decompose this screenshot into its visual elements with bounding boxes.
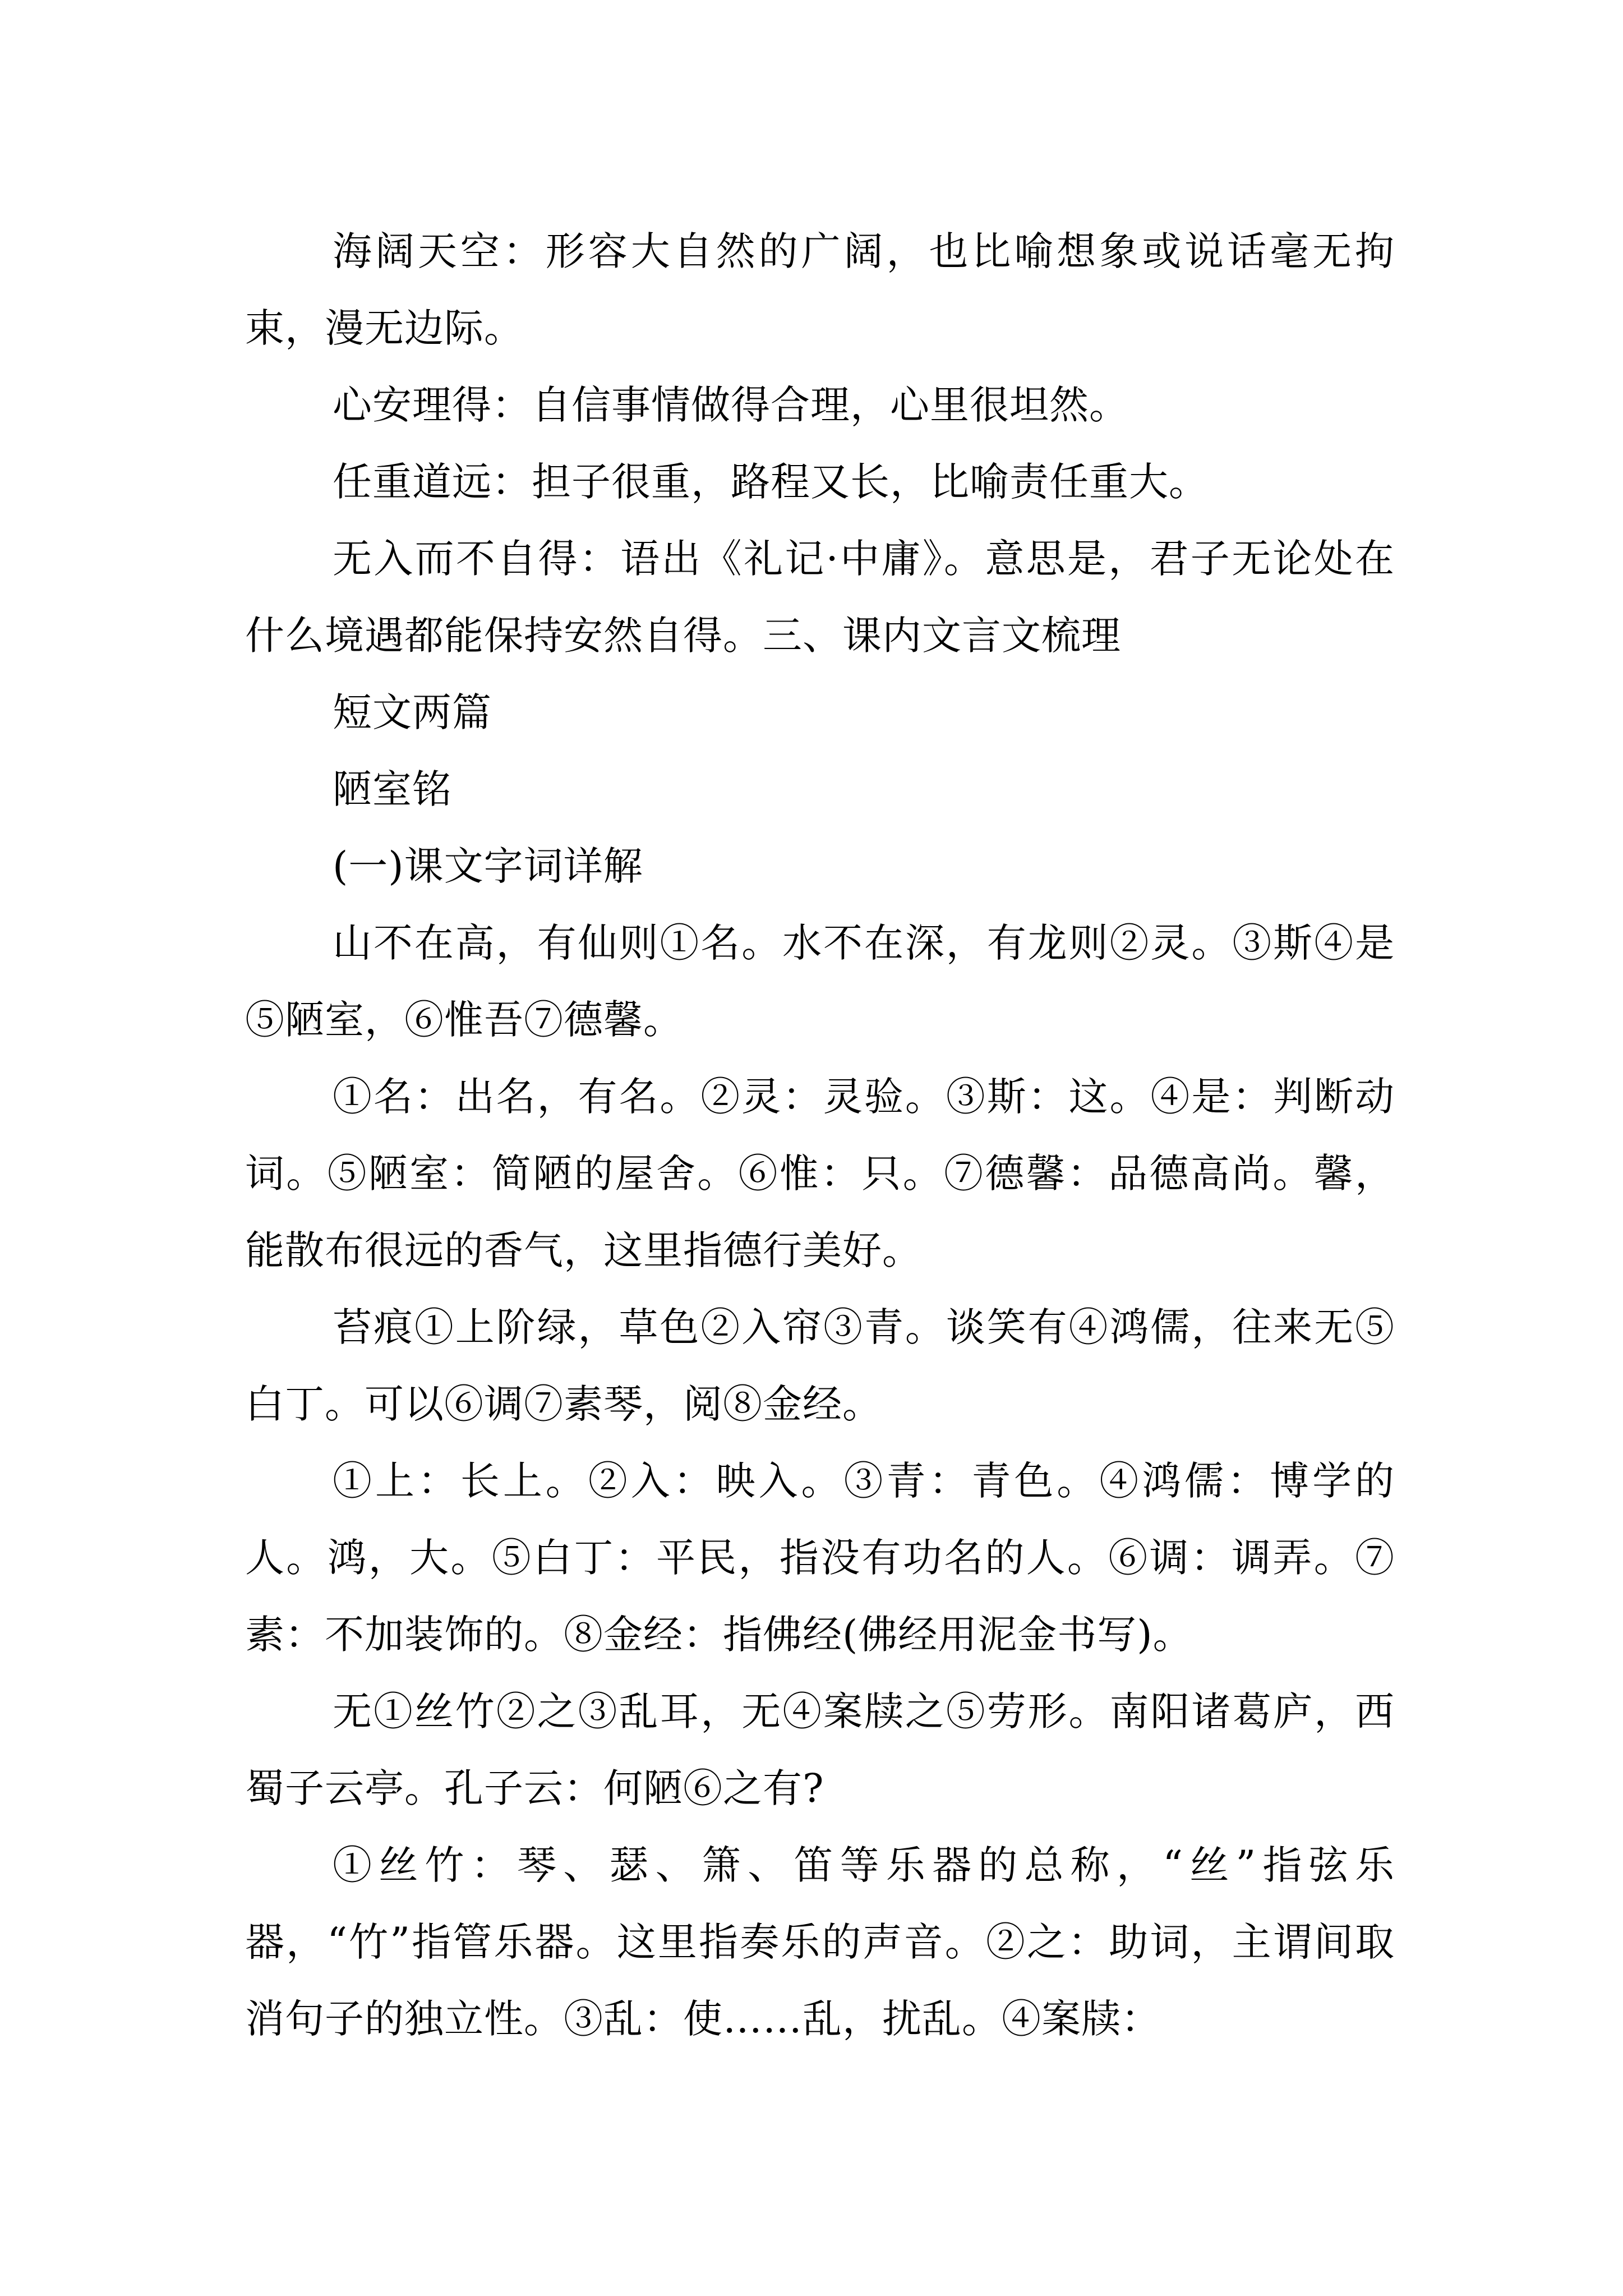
paragraph-haikuo-tiankong: 海阔天空：形容大自然的广阔，也比喻想象或说话毫无拘束，漫无边际。: [245, 228, 1395, 351]
annotation-stanza-3: ①丝竹：琴、瑟、箫、笛等乐器的总称，“丝”指弦乐器，“竹”指管乐器。这里指奏乐的声音。②之：助词，主谓间取消句子的独立性。③乱：使……乱，扰乱。④案牍：: [245, 1842, 1395, 2042]
paragraph-renzhong-daoyuan: 任重道远：担子很重，路程又长，比喻责任重大。: [333, 459, 1209, 505]
classical-text-stanza-2: 苔痕①上阶绿，草色②入帘③青。谈笑有④鸿儒，往来无⑤白丁。可以⑥调⑦素琴，阅⑧金经。: [245, 1304, 1395, 1427]
paragraph-wuru-buzide: 无入而不自得：语出《礼记·中庸》。意思是，君子无论处在什么境遇都能保持安然自得。三、课内文言文梳理: [245, 536, 1395, 659]
section-heading-duanwen: 短文两篇: [333, 689, 492, 735]
classical-text-stanza-3: 无①丝竹②之③乱耳，无④案牍之⑤劳形。南阳诸葛庐，西蜀子云亭。孔子云：何陋⑥之有?: [245, 1688, 1395, 1811]
annotation-stanza-1: ①名：出名，有名。②灵：灵验。③斯：这。④是：判断动词。⑤陋室：简陋的屋舍。⑥惟：只。⑦德馨：品德高尚。馨，能散布很远的香气，这里指德行美好。: [245, 1074, 1395, 1273]
paragraph-xinan-lide: 心安理得：自信事情做得合理，心里很坦然。: [333, 382, 1129, 428]
section-heading-loushiming: 陋室铭: [333, 766, 452, 812]
classical-text-stanza-1: 山不在高，有仙则①名。水不在深，有龙则②灵。③斯④是⑤陋室，⑥惟吾⑦德馨。: [245, 920, 1395, 1043]
subsection-heading-zici: (一)课文字词详解: [333, 843, 643, 889]
annotation-stanza-2: ①上：长上。②入：映入。③青：青色。④鸿儒：博学的人。鸿，大。⑤白丁：平民，指没有功名的人。⑥调：调弄。⑦素：不加装饰的。⑧金经：指佛经(佛经用泥金书写)。: [245, 1458, 1395, 1658]
document-body: [245, 213, 1395, 2058]
